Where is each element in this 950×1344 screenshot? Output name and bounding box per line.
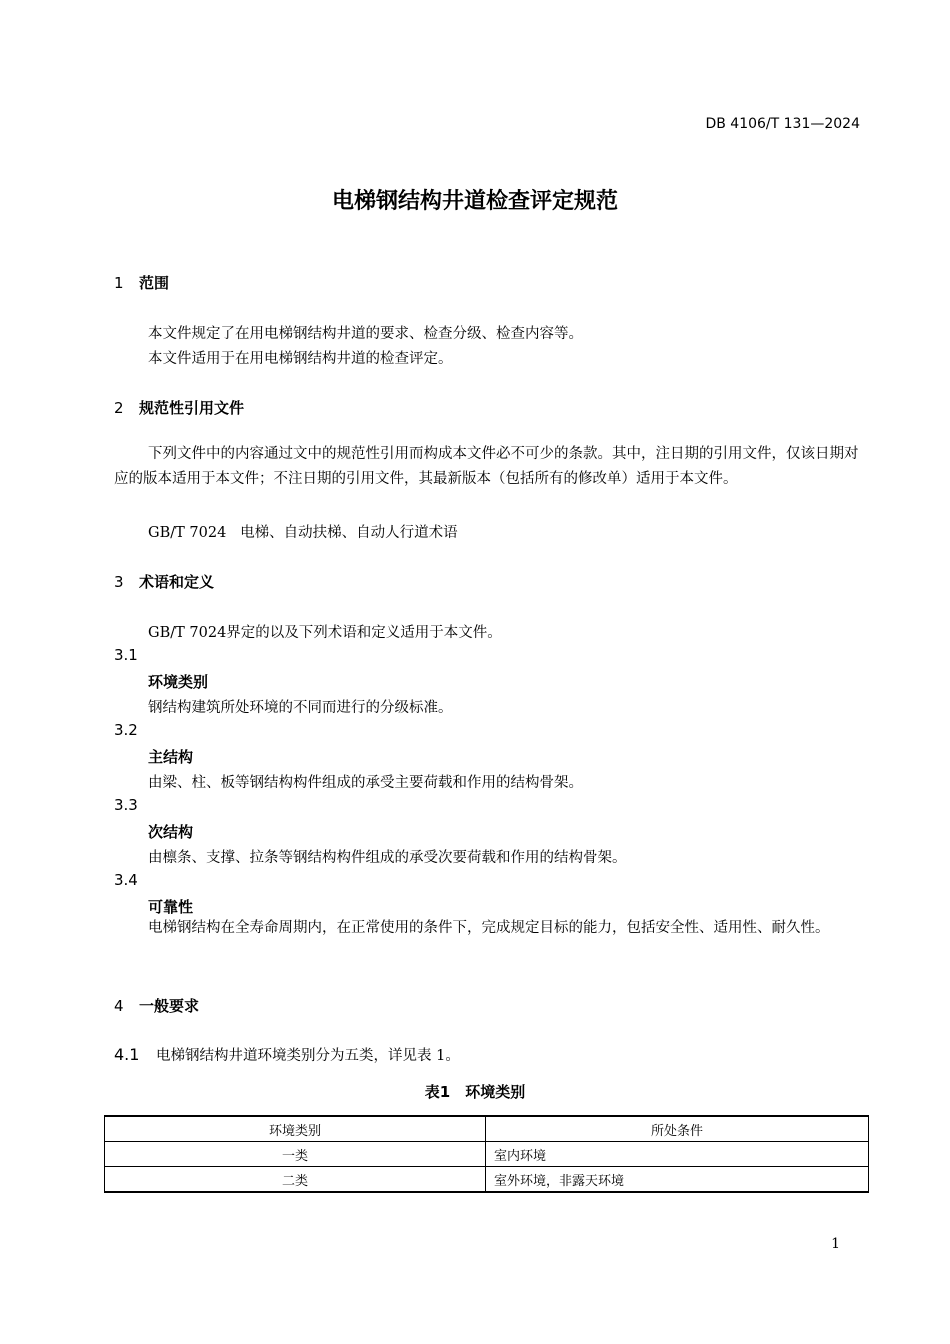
term-number: 3.1 [114, 646, 138, 664]
section-title: 范围 [139, 274, 170, 292]
reference-title: 电梯、自动扶梯、自动人行道术语 [240, 525, 458, 541]
paragraph: 下列文件中的内容通过文中的规范性引用而构成本文件必不可少的条款。其中，注日期的引用文件，仅该日期对应的版本适用于本文件；不注日期的引用文件，其最新版本（包括所有的修改单）适用于本文件。 [114, 446, 859, 487]
section-heading-scope [114, 272, 169, 293]
term-number: 3.3 [114, 796, 138, 814]
term-name: 次结构 [148, 823, 194, 841]
paragraph: 本文件规定了在用电梯钢结构井道的要求、检查分级、检查内容等。 [148, 326, 583, 342]
paragraph: 本文件适用于在用电梯钢结构井道的检查评定。 [148, 351, 453, 367]
section-number: 1 [114, 274, 124, 292]
paragraph: GB/T 7024界定的以及下列术语和定义适用于本文件。 [148, 625, 502, 641]
page-title: 电梯钢结构井道检查评定规范 [331, 189, 618, 214]
term-name: 环境类别 [148, 673, 209, 691]
section-number: 3 [114, 573, 124, 591]
section-number: 4 [114, 997, 124, 1015]
term-definition: 由檩条、支撑、拉条等钢结构构件组成的承受次要荷载和作用的结构骨架。 [148, 850, 627, 866]
item-text: 电梯钢结构井道环境类别分为五类，详见表 1。 [156, 1048, 460, 1064]
section-title: 规范性引用文件 [139, 399, 245, 417]
table-caption: 表1 环境类别 [424, 1083, 526, 1101]
item-number: 4.1 [114, 1045, 140, 1064]
section-title: 术语和定义 [139, 573, 215, 591]
table-cell: 一类 [105, 1142, 486, 1167]
table-header-row [105, 1116, 869, 1142]
section-heading-general-requirements [114, 995, 199, 1016]
reference-entry [148, 521, 458, 542]
column-header: 所处条件 [486, 1116, 869, 1142]
page-number: 1 [831, 1236, 840, 1252]
section-title: 一般要求 [139, 997, 200, 1015]
table-cell: 二类 [105, 1167, 486, 1193]
table-row [105, 1142, 869, 1167]
column-header: 环境类别 [105, 1116, 486, 1142]
table-row [105, 1167, 869, 1193]
environment-category-table [104, 1115, 869, 1193]
term-definition: 由梁、柱、板等钢结构构件组成的承受主要荷载和作用的结构骨架。 [148, 775, 583, 791]
term-name: 可靠性 [148, 898, 194, 916]
term-number: 3.2 [114, 721, 138, 739]
section-heading-normative-references [114, 397, 244, 418]
term-number: 3.4 [114, 871, 138, 889]
term-definition: 电梯钢结构在全寿命周期内，在正常使用的条件下，完成规定目标的能力，包括安全性、适用性、耐久性。 [148, 920, 830, 936]
term-definition: 钢结构建筑所处环境的不同而进行的分级标准。 [148, 700, 453, 716]
table-cell: 室外环境，非露天环境 [486, 1167, 869, 1193]
table-cell: 室内环境 [486, 1142, 869, 1167]
reference-code: GB/T 7024 [148, 525, 227, 541]
section-number: 2 [114, 399, 124, 417]
term-name: 主结构 [148, 748, 194, 766]
section-heading-terms [114, 571, 214, 592]
requirement-item [114, 1044, 460, 1065]
document-code: DB 4106/T 131—2024 [705, 116, 860, 132]
